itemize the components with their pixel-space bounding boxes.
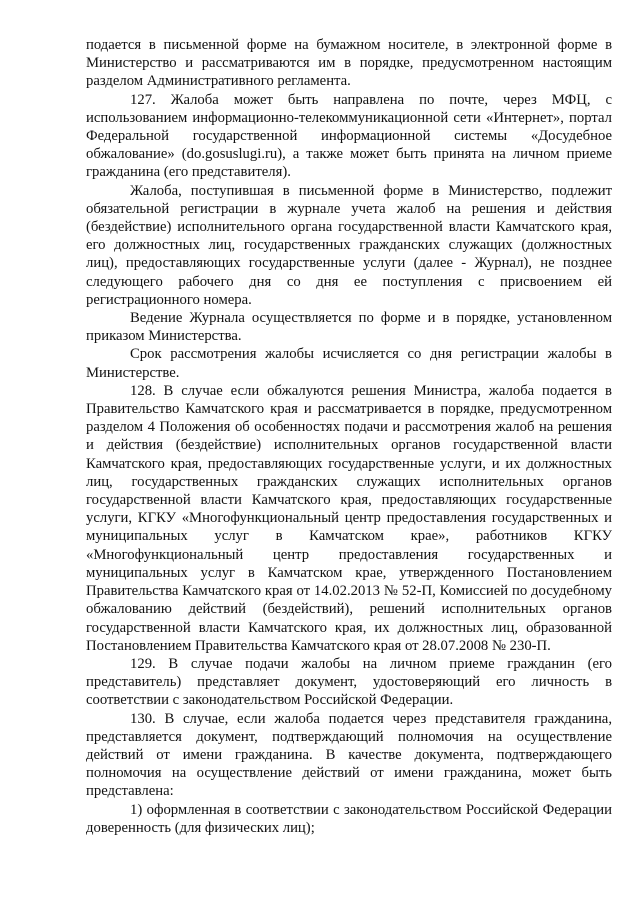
paragraph-complaint-registration: Жалоба, поступившая в письменной форме в Министерство, подлежит обязательной регистрации в журнале учета жалоб на решения и действия (бездействие) исполнительного органа государственной власти Камчатского края, его должностных лиц, государственных гражданских служащих (должностных лиц), предоставляющих государственные услуги (далее - Журнал), не позднее следующего рабочего дня со дня ее поступления с присвоением ей регистрационного номера. [86, 182, 612, 308]
paragraph-journal: Ведение Журнала осуществляется по форме и в порядке, установленном приказом Министерства. [86, 310, 612, 345]
paragraph-129: 129. В случае подачи жалобы на личном приеме гражданин (его представитель) представляет документ, удостоверяющий его личность в соответствии с законодательством Российской Федерации. [86, 655, 612, 709]
paragraph-continuation: подается в письменной форме на бумажном носителе, в электронной форме в Министерство и рассматриваются им в порядке, предусмотренном настоящим разделом Административного регламента. [86, 37, 612, 90]
paragraph-review-term: Срок рассмотрения жалобы исчисляется со дня регистрации жалобы в Министерстве. [86, 346, 612, 381]
document-page [86, 36, 612, 837]
paragraph-128: 128. В случае если обжалуются решения Министра, жалоба подается в Правительство Камчатского края и рассматривается в порядке, предусмотренном разделом 4 Положения об особенностях подачи и рассмотрения жалоб на решения и действия (бездействие) исполнительных органов государственной власти Камчатского края, предоставляющих государственные услуги, и их должностных лиц, государственных гражданских служащих исполнительных органов государственной власти Камчатского края, предоставляющих государственные услуги, КГКУ «Многофункциональный центр предоставления государственных и муниципальных услуг в Камчатском крае», работников КГКУ «Многофункциональный центр предоставления государственных и муниципальных услуг в Камчатском крае, утвержденного Постановлением Правительства Камчатского края от 14.02.2013 № 52-П, Комиссией по досудебному обжалованию действий (бездействий), решений исполнительных органов государственной власти Камчатского края, их должностных лиц, образованной Постановлением Правительства Камчатского края от 28.07.2008 № 230-П. [86, 382, 612, 654]
list-item-1: 1) оформленная в соответствии с законодательством Российской Федерации доверенность (для физических лиц); [86, 801, 612, 836]
paragraph-130: 130. В случае, если жалоба подается через представителя гражданина, представляется документ, подтверждающий полномочия на осуществление действий от имени гражданина. В качестве документа, подтверждающего полномочия на осуществление действий от имени гражданина, может быть представлена: [86, 710, 612, 800]
paragraph-127: 127. Жалоба может быть направлена по почте, через МФЦ, с использованием информационно-телекоммуникационной сети «Интернет», портал Федеральной государственной информационной системы «Досудебное обжалование» (do.gosuslugi.ru), а также может быть принята на личном приеме гражданина (его представителя). [86, 91, 612, 181]
